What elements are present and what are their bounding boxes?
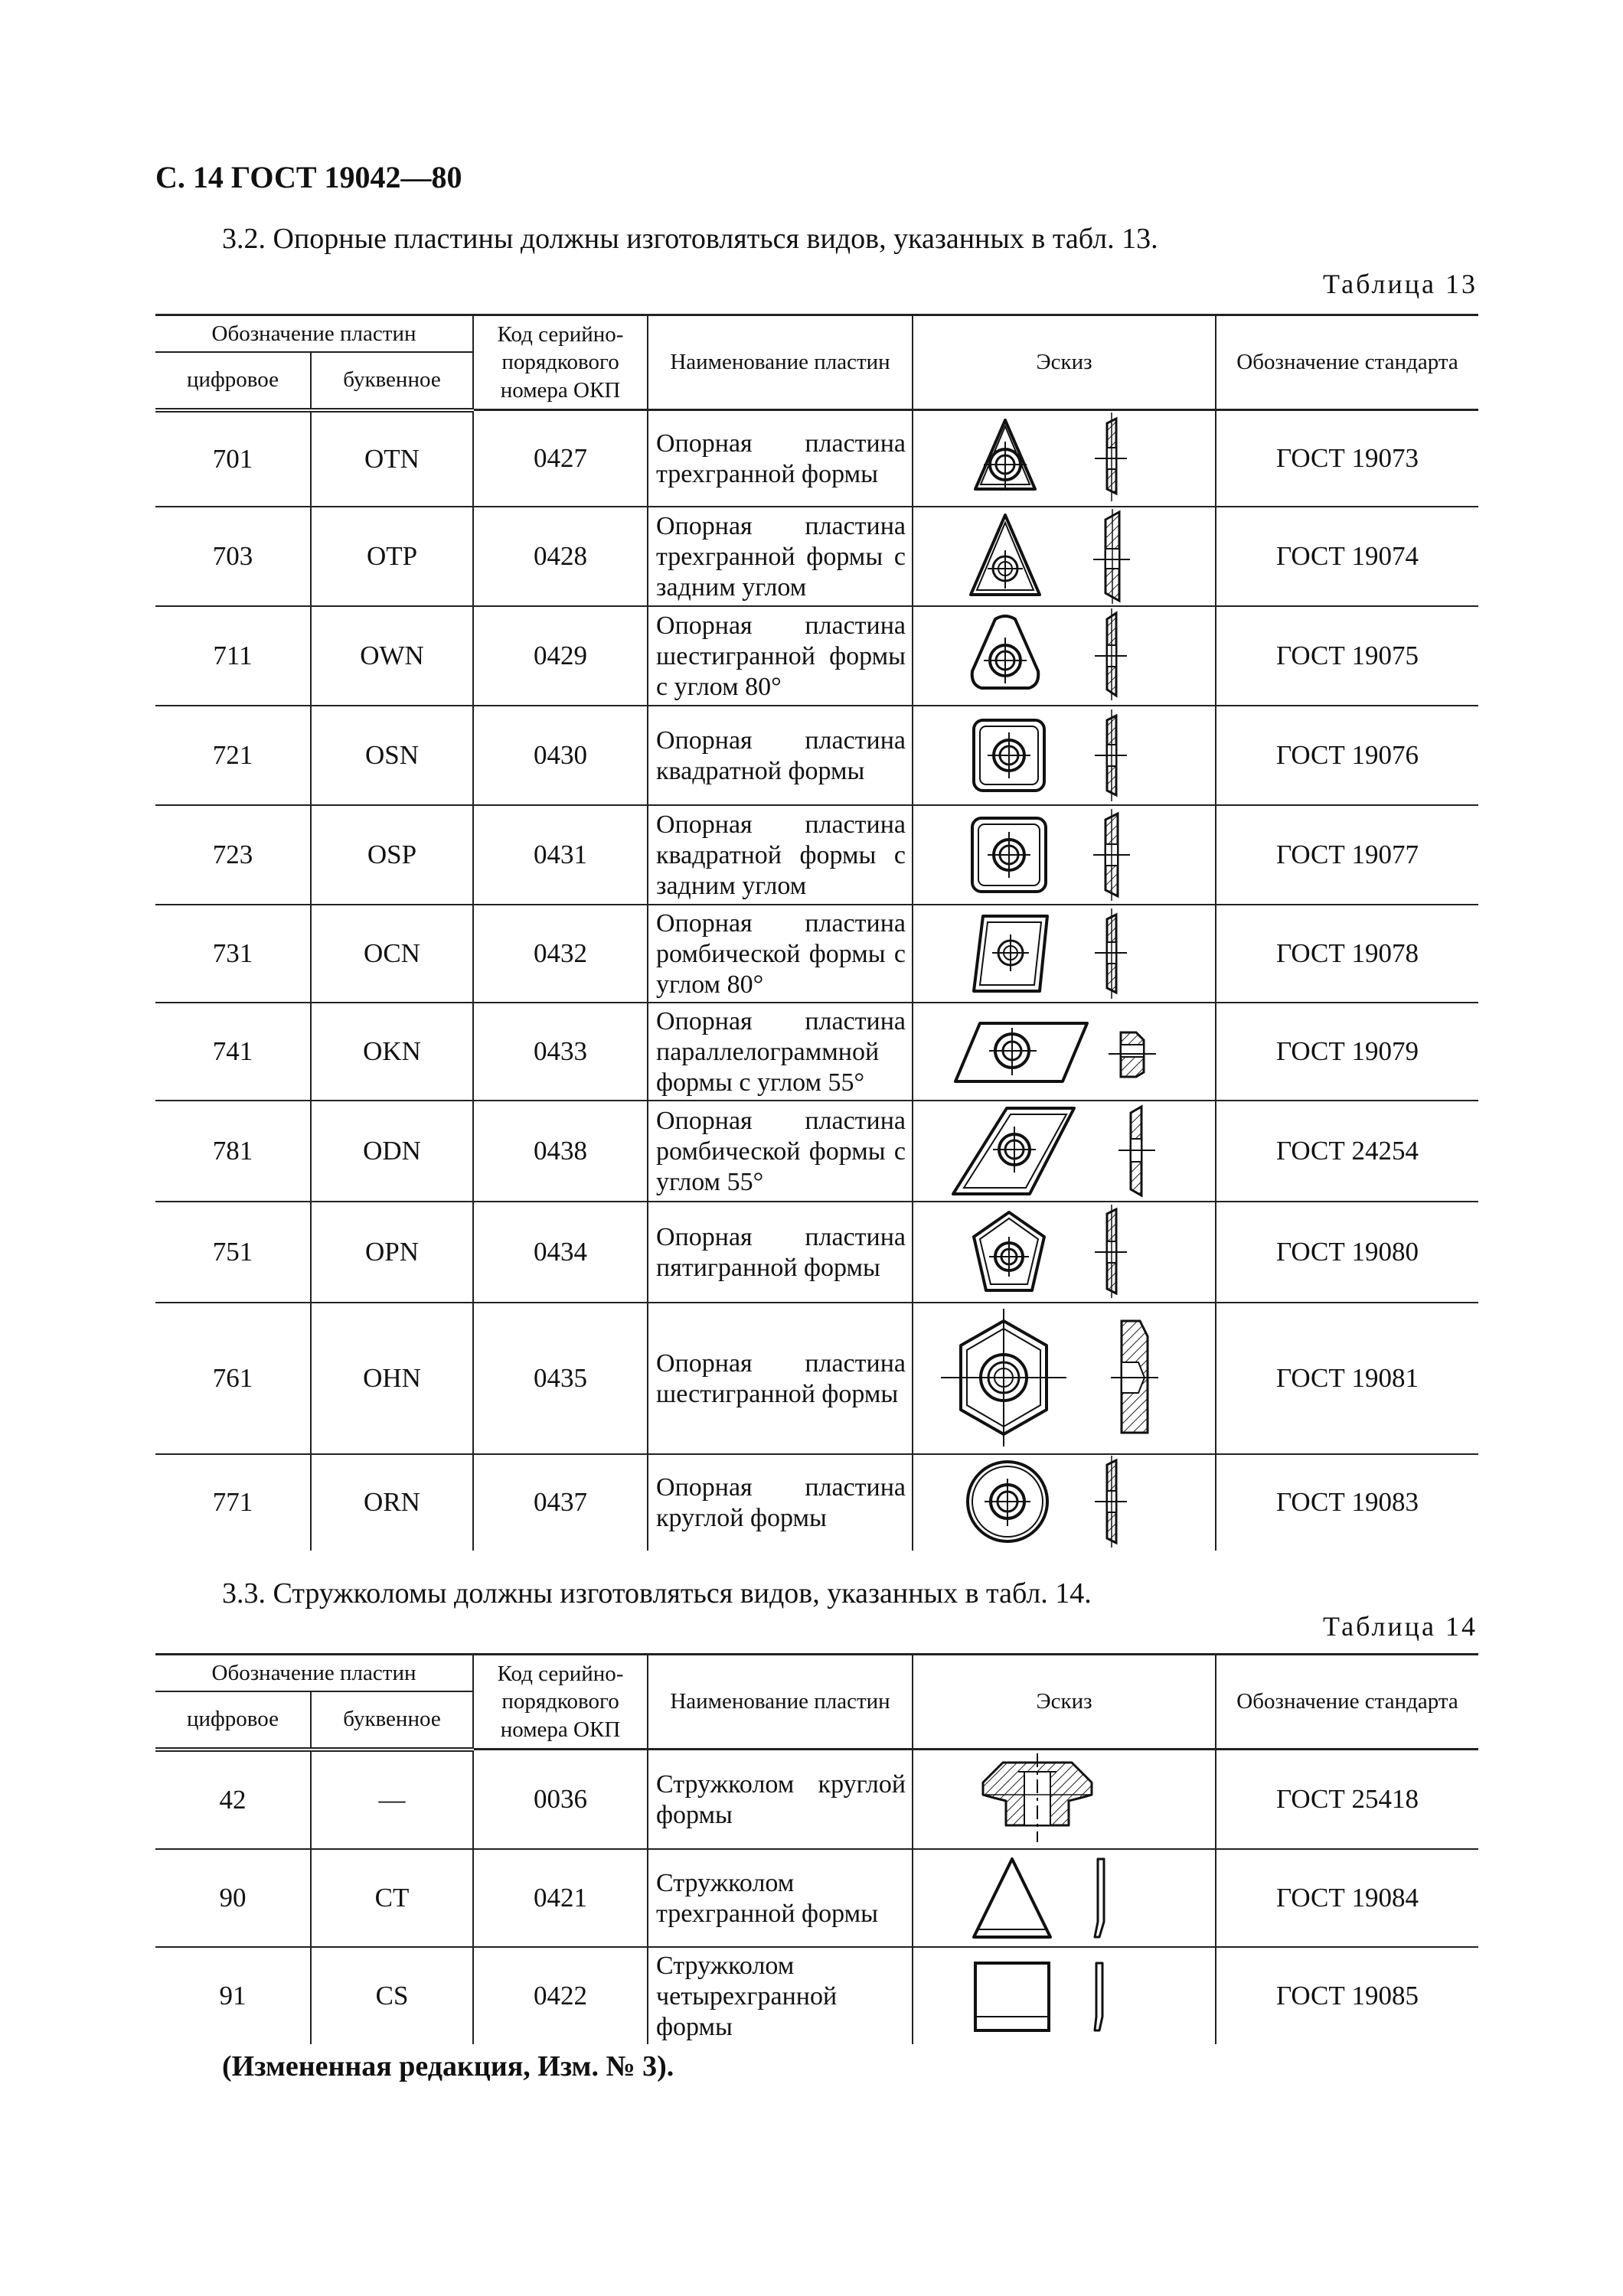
cell-sketch: [913, 1750, 1216, 1849]
cell-numeric: 723: [155, 805, 311, 905]
th-standard: Обозначение стандарта: [1216, 315, 1478, 410]
cell-letter: CT: [311, 1849, 473, 1947]
parallelogram-plate-sketch: [942, 1006, 1187, 1097]
cell-standard: ГОСТ 19084: [1216, 1849, 1478, 1947]
cell-sketch: [913, 1303, 1216, 1454]
cell-letter: CS: [311, 1947, 473, 2044]
table-row: [155, 1101, 1478, 1202]
cell-standard: ГОСТ 19078: [1216, 905, 1478, 1003]
amendment-note: (Измененная редакция, Изм. № 3).: [222, 2050, 674, 2082]
cell-okp-code: 0036: [473, 1750, 648, 1849]
table-14-caption: Таблица 14: [1323, 1611, 1478, 1642]
cell-standard: ГОСТ 19080: [1216, 1202, 1478, 1303]
table-row: [155, 507, 1478, 606]
cell-letter: OTN: [311, 410, 473, 507]
cell-okp-code: 0437: [473, 1454, 648, 1551]
cell-sketch: [913, 805, 1216, 905]
cell-letter: —: [311, 1750, 473, 1849]
cell-okp-code: 0433: [473, 1003, 648, 1101]
cell-letter: OCN: [311, 905, 473, 1003]
th-sketch: Эскиз: [913, 315, 1216, 410]
th-letter: буквенное: [311, 352, 473, 410]
rhombic-80-plate-sketch: [949, 908, 1179, 999]
cell-name: Опорная пластина пятигранной формы: [648, 1202, 913, 1303]
table-row: [155, 905, 1478, 1003]
trigon-plate-sketch: [949, 608, 1179, 703]
cell-numeric: 703: [155, 507, 311, 606]
cell-numeric: 751: [155, 1202, 311, 1303]
cell-name: Опорная пластина круглой формы: [648, 1454, 913, 1551]
cell-standard: ГОСТ 19073: [1216, 410, 1478, 507]
table-13-caption: Таблица 13: [1323, 269, 1478, 299]
hexagon-plate-sketch: [938, 1306, 1190, 1451]
cell-numeric: 91: [155, 1947, 311, 2044]
cell-numeric: 701: [155, 410, 311, 507]
table-row: [155, 1303, 1478, 1454]
cell-numeric: 761: [155, 1303, 311, 1454]
table-row: [155, 1750, 1478, 1849]
th-sketch: Эскиз: [913, 1655, 1216, 1750]
cell-numeric: 741: [155, 1003, 311, 1101]
cell-okp-code: 0422: [473, 1947, 648, 2044]
cell-sketch: [913, 1101, 1216, 1202]
table-row: [155, 805, 1478, 905]
cell-name: Стружколом четырехгранной формы: [648, 1947, 913, 2044]
table-row: [155, 1947, 1478, 2044]
cell-sketch: [913, 1454, 1216, 1551]
table-row: [155, 706, 1478, 805]
cell-numeric: 90: [155, 1849, 311, 1947]
cell-okp-code: 0434: [473, 1202, 648, 1303]
table-row: [155, 1454, 1478, 1551]
cell-name: Опорная пластина шестигранной формы: [648, 1303, 913, 1454]
cell-numeric: 721: [155, 706, 311, 805]
cell-standard: ГОСТ 19075: [1216, 606, 1478, 706]
square-plate-relief-sketch: [949, 807, 1179, 902]
th-name: Наименование пластин: [648, 1655, 913, 1750]
triangle-chipbreaker-sketch: [949, 1851, 1179, 1945]
cell-sketch: [913, 905, 1216, 1003]
paragraph-3-3: 3.3. Стружколомы должны изготовляться видов, указанных в табл. 14.: [222, 1577, 1092, 1609]
cell-letter: OHN: [311, 1303, 473, 1454]
cell-okp-code: 0438: [473, 1101, 648, 1202]
cell-name: Опорная пластина параллелограммной формы с углом 55°: [648, 1003, 913, 1101]
cell-numeric: 42: [155, 1750, 311, 1849]
cell-letter: OSN: [311, 706, 473, 805]
cell-standard: ГОСТ 19076: [1216, 706, 1478, 805]
paragraph-3-2: 3.2. Опорные пластины должны изготовляться видов, указанных в табл. 13.: [222, 223, 1158, 255]
cell-standard: ГОСТ 19077: [1216, 805, 1478, 905]
cell-standard: ГОСТ 19083: [1216, 1454, 1478, 1551]
th-name: Наименование пластин: [648, 315, 913, 410]
cell-letter: OSP: [311, 805, 473, 905]
th-designation-group: Обозначение пластин: [155, 315, 473, 352]
square-chipbreaker-sketch: [949, 1955, 1179, 2037]
th-okp-code: Код серийно-порядкового номера ОКП: [473, 315, 648, 410]
cell-name: Стружколом круглой формы: [648, 1750, 913, 1849]
cell-letter: ORN: [311, 1454, 473, 1551]
th-designation-group: Обозначение пластин: [155, 1655, 473, 1691]
cell-name: Опорная пластина трехгранной формы: [648, 410, 913, 507]
cell-sketch: [913, 410, 1216, 507]
cell-okp-code: 0428: [473, 507, 648, 606]
round-chipbreaker-sketch: [949, 1752, 1179, 1847]
cell-letter: OPN: [311, 1202, 473, 1303]
cell-sketch: [913, 606, 1216, 706]
cell-letter: OTP: [311, 507, 473, 606]
cell-standard: ГОСТ 19081: [1216, 1303, 1478, 1454]
th-letter: буквенное: [311, 1691, 473, 1750]
cell-sketch: [913, 1849, 1216, 1947]
cell-standard: ГОСТ 19074: [1216, 507, 1478, 606]
table-row: [155, 1849, 1478, 1947]
cell-name: Стружколом трехгранной формы: [648, 1849, 913, 1947]
table-row: [155, 410, 1478, 507]
cell-standard: ГОСТ 25418: [1216, 1750, 1478, 1849]
cell-name: Опорная пластина шестигранной формы с углом 80°: [648, 606, 913, 706]
cell-standard: ГОСТ 19079: [1216, 1003, 1478, 1101]
table-14: [155, 1653, 1478, 2044]
cell-name: Опорная пластина квадратной формы с задним углом: [648, 805, 913, 905]
triangle-plate-relief-sketch: [949, 509, 1179, 604]
cell-letter: OWN: [311, 606, 473, 706]
table-row: [155, 606, 1478, 706]
cell-okp-code: 0431: [473, 805, 648, 905]
th-numeric: цифровое: [155, 1691, 311, 1750]
cell-standard: ГОСТ 24254: [1216, 1101, 1478, 1202]
square-plate-sketch: [949, 708, 1179, 803]
triangle-plate-sketch: [949, 413, 1179, 504]
cell-sketch: [913, 1947, 1216, 2044]
cell-name: Опорная пластина ромбической формы с углом 80°: [648, 905, 913, 1003]
cell-numeric: 781: [155, 1101, 311, 1202]
cell-okp-code: 0421: [473, 1849, 648, 1947]
table-13: [155, 314, 1478, 1551]
cell-letter: OKN: [311, 1003, 473, 1101]
th-okp-code: Код серийно-порядкового номера ОКП: [473, 1655, 648, 1750]
page-header: С. 14 ГОСТ 19042—80: [155, 160, 462, 194]
cell-name: Опорная пластина ромбической формы с углом 55°: [648, 1101, 913, 1202]
rhombic-55-plate-sketch: [938, 1102, 1190, 1200]
cell-sketch: [913, 1202, 1216, 1303]
table-row: [155, 1003, 1478, 1101]
cell-letter: ODN: [311, 1101, 473, 1202]
cell-numeric: 711: [155, 606, 311, 706]
round-plate-sketch: [949, 1456, 1179, 1549]
th-numeric: цифровое: [155, 352, 311, 410]
th-standard: Обозначение стандарта: [1216, 1655, 1478, 1750]
cell-name: Опорная пластина квадратной формы: [648, 706, 913, 805]
cell-okp-code: 0427: [473, 410, 648, 507]
cell-sketch: [913, 507, 1216, 606]
table-row: [155, 1202, 1478, 1303]
cell-okp-code: 0432: [473, 905, 648, 1003]
cell-name: Опорная пластина трехгранной формы с задним углом: [648, 507, 913, 606]
cell-standard: ГОСТ 19085: [1216, 1947, 1478, 2044]
cell-okp-code: 0430: [473, 706, 648, 805]
cell-okp-code: 0435: [473, 1303, 648, 1454]
cell-numeric: 731: [155, 905, 311, 1003]
cell-okp-code: 0429: [473, 606, 648, 706]
cell-numeric: 771: [155, 1454, 311, 1551]
cell-sketch: [913, 706, 1216, 805]
pentagon-plate-sketch: [949, 1205, 1179, 1300]
cell-sketch: [913, 1003, 1216, 1101]
